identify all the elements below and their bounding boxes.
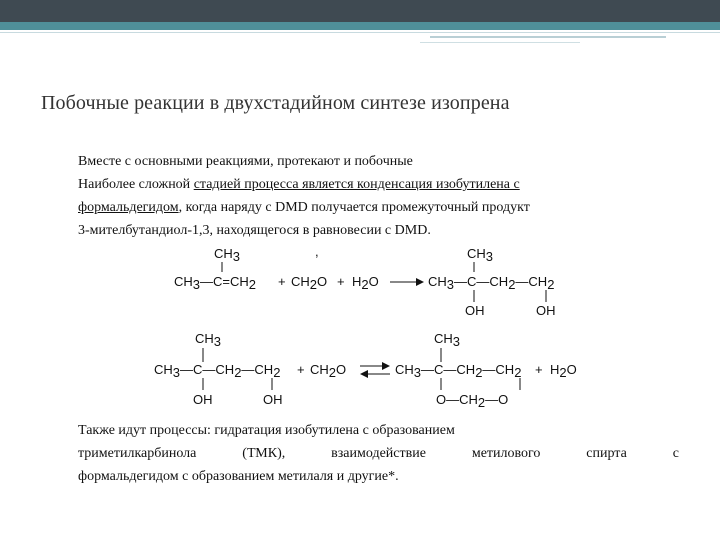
word-interaction: взаимодействие (331, 446, 426, 461)
r2-product-chain: CH3—C—CH2—CH2 (395, 362, 522, 380)
slide-title: Побочные реакции в двухстадийном синтезе изопрена (41, 92, 510, 114)
r1-product-oh-2: OH (536, 303, 556, 318)
word-tmk-name: триметилкарбинола (78, 446, 197, 461)
reaction-2 (154, 331, 577, 410)
r1-product-oh-1: OH (465, 303, 485, 318)
r2-plus-2: + (535, 362, 543, 377)
r1-plus-2: + (337, 274, 345, 289)
r2-product-ring: O—CH2—O (436, 392, 509, 410)
reaction-1 (174, 244, 556, 318)
r2-reactant-oh-1: OH (193, 392, 213, 407)
r2-water: H2O (550, 362, 577, 380)
condensation-underlined: стадией процесса является конденсация изобутилена с (193, 177, 520, 192)
paragraph-intro: Вместе с основными реакциями, протекают и побочные (78, 154, 413, 169)
word-alcohol: спирта (586, 446, 627, 461)
r1-reactant-chain: CH3—C=CH2 (174, 274, 257, 292)
r1-plus-1: + (278, 274, 286, 289)
r2-product-top-ch3: CH3 (434, 331, 461, 349)
r1-reactant-top-ch3: CH3 (214, 246, 241, 264)
word-methyl: метилового (471, 446, 541, 461)
paragraph-side-processes (78, 419, 698, 488)
side-processes-line-2 (78, 442, 679, 465)
r2-reactant-top-ch3: CH3 (195, 331, 222, 349)
r1-product-top-ch3: CH3 (467, 246, 494, 264)
condensation-line-3: 3-мителбутандиол-1,3, находящегося в равновесии с DMD. (78, 223, 431, 238)
word-tmk-abbr: (ТМК), (242, 446, 286, 461)
side-processes-line-1: Также идут процессы: гидратация изобутилена с образованием (78, 423, 455, 438)
r2-reactant-oh-2: OH (263, 392, 283, 407)
word-with: с (672, 446, 679, 461)
r1-forward-arrow (390, 278, 424, 286)
r2-reactant-chain: CH3—C—CH2—CH2 (154, 362, 281, 380)
r1-formaldehyde: CH2O (291, 274, 328, 292)
condensation-text-2: , когда наряду с DMD получается промежуточный продукт (178, 200, 530, 215)
r2-equilibrium-arrows (360, 362, 390, 378)
r2-plus-1: + (297, 362, 305, 377)
side-processes-line-3: формальдегидом с образованием метилаля и другие*. (78, 469, 399, 484)
r2-formaldehyde: CH2O (310, 362, 347, 380)
condensation-text: Наиболее сложной (78, 177, 194, 192)
r1-water: H2O (352, 274, 379, 292)
formaldehyde-underlined: формальдегидом (78, 200, 179, 215)
r1-mark: , (315, 244, 319, 259)
r1-product-chain: CH3—C—CH2—CH2 (428, 274, 555, 292)
